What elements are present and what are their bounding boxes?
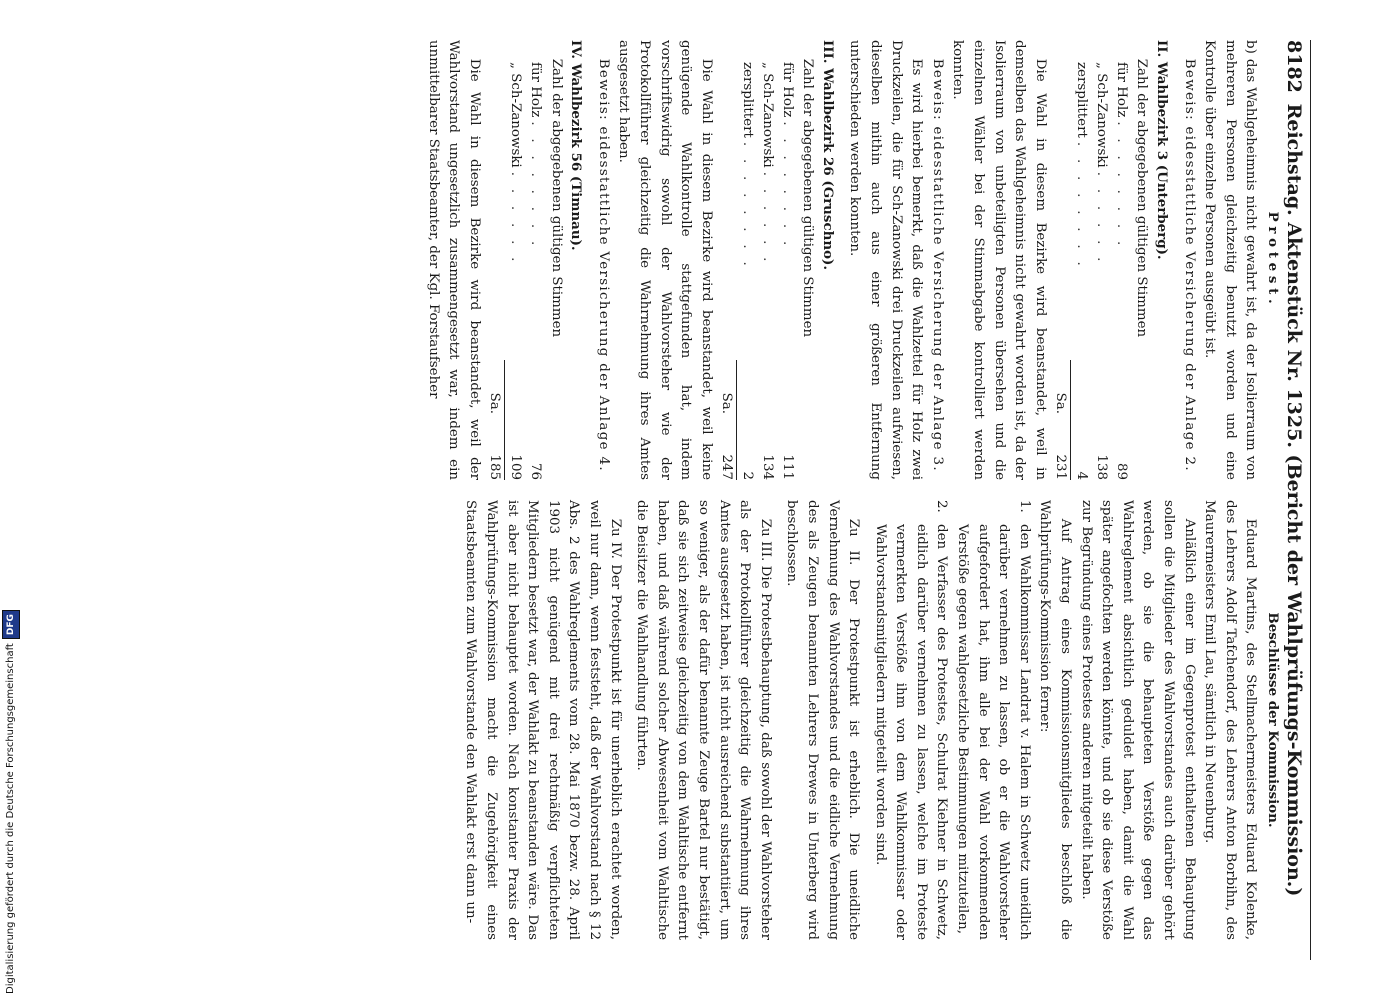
section-IV-heading: IV. Wahlbezirk 56 (Timnau). bbox=[568, 40, 585, 251]
resolutions-heading: Beschlüsse der Kommission. bbox=[1265, 612, 1281, 828]
antrag-paragraph: Auf Antrag eines Kommissionsmitgliedes beschloß die Wahlprüfungs-Kommission ferner: bbox=[1037, 500, 1074, 940]
list-item: 1. den Wahlkommissar Landrat v. Halem in Schwetz uneidlich darüber vernehmen zu lassen, ob er die Wahlvorsteher aufgefordert hat, ihm alle bei der Wahl vorkommenden Verstöße gegen wahlgesetzliche Bestimmungen mitzuteilen, bbox=[955, 500, 1032, 940]
section-IV-paragraph: Die Wahl in diesem Bezirke wird beanstandet, weil der Wahlvorstand ungesetzlich zusammengesetzt war, indem ein unmittelbarer Staatsbeamter, der Kgl. Forstaufseher bbox=[425, 40, 482, 480]
section-III-heading: III. Wahlbezirk 26 (Gruschno). bbox=[819, 40, 836, 271]
vote-row: „ Sch-Zanowski . . . . . . 109 bbox=[507, 62, 523, 480]
witnesses-paragraph: Eduard Martins, des Stellmachermeisters Eduard Kolenke, des Lehrers Adolf Tafchendorf, des Lehrers Anton Borbihn, des Maurermeisters Emil Lau, sämtlich in Neuenburg. bbox=[1202, 500, 1259, 940]
list-item: 2. den Verfasser des Protestes, Schulrat Kiehner in Schwetz, eidlich darüber vernehmen zu lassen, welche im Proteste vermerkten Verstöße ihm von dem Wahlkommissar oder Wahlvorstandsmitgliedern mitgeteilt worden sind. bbox=[872, 500, 950, 940]
running-title: Reichstag. Aktenstück Nr. 1325. (Bericht der Wahlprüfungs-Kommission.) bbox=[1283, 103, 1305, 897]
vote-row: für Holz . . . . . . . . 111 bbox=[779, 62, 795, 480]
vote-total: Sa. 247 bbox=[718, 392, 734, 480]
protest-item-b: b) das Wahlgeheimnis nicht gewahrt ist, da der Isolierraum von mehreren Personen gleichzeitig benutzt worden und eine Kontrolle über einzelne Personen ausgeübt ist. bbox=[1202, 40, 1259, 480]
vote-total: Sa. 185 bbox=[486, 392, 502, 480]
zu-II-paragraph: Zu II. Der Protestpunkt ist erheblich. Die uneidliche Vernehmung des Wahlvorstandes und die eidliche Vernehmung des als Zeugen benannten Lehrers Drewes in Unterberg wird beschlossen. bbox=[784, 500, 862, 940]
page-number: 8182 bbox=[1283, 40, 1305, 93]
section-III-paragraph: Die Wahl in diesem Bezirke wird beanstandet, weil keine genügende Wahlkontrolle stattgefunden hat, indem vorschriftswidrig sowohl der Wahlvorsteher wie der Protokollführer gleichzeitig die Wahrnehmung ihres Amtes ausgesetzt haben. bbox=[616, 40, 714, 480]
section-II-heading: II. Wahlbezirk 3 (Unterberg). bbox=[1154, 40, 1171, 260]
credit-text: Digitalisierung gefördert durch die Deutsche Forschungsgemeinschaft bbox=[5, 643, 16, 994]
section-II-intro: Zahl der abgegebenen gültigen Stimmen bbox=[1134, 58, 1150, 338]
right-column bbox=[460, 500, 1283, 940]
digitization-credit bbox=[2, 606, 18, 994]
zu-III-paragraph: Zu III. Die Protestbehauptung, daß sowohl der Wahlvorsteher als der Protokollführer gleichzeitig die Wahrnehmung ihres Amtes ausgesetzt haben, ist nicht ausreichend substantiiert, um so weniger, als der dafür benannte Zeuge Bartel nur bestätigt, daß sie sich zeitweise gleichzeitig von dem Wahltische entfernt haben, und daß während solcher Abwesenheit vom Wahltische die Beisitzer die Wahlhandlung führten. bbox=[634, 500, 773, 940]
beweis-3: Beweis: eidesstattliche Versicherung der Anlage 4. bbox=[595, 58, 611, 472]
section-III-intro: Zahl der abgegebenen gültigen Stimmen bbox=[800, 58, 816, 338]
beweis-2: Beweis: eidesstattliche Versicherung der Anlage 3. bbox=[929, 58, 945, 472]
section-II-paragraph-2: Es wird hierbei bemerkt, daß die Wahlzettel für Holz zwei Druckzeilen, die für Sch-Zanowski drei Druckzeilen aufwiesen, dieselben mithin auch aus einer größeren Entfernung unterschieden werden konnten. bbox=[847, 40, 925, 480]
section-IV-intro: Zahl der abgegebenen gültigen Stimmen bbox=[548, 58, 564, 338]
vote-row: für Holz . . . . . . . . 76 bbox=[527, 62, 543, 480]
vote-row: für Holz . . . . . . . . 89 bbox=[1113, 62, 1129, 480]
section-II-paragraph-1: Die Wahl in diesem Bezirke wird beanstandet, weil in demselben das Wahlgeheimnis nicht gewahrt worden ist, da der Isolierraum von unbeteiligten Personen übersehen und die einzelnen Wähler bei der Stimmabgabe kontrolliert werden konnten. bbox=[950, 40, 1048, 480]
vote-row: „ Sch-Zanowski . . . . . . 134 bbox=[759, 62, 775, 480]
vote-row: „ Sch-Zanowski . . . . . . 138 bbox=[1093, 62, 1109, 480]
dfg-logo: DFG bbox=[2, 610, 20, 639]
anlaesslich-paragraph: Anläßlich einer im Gegenprotest enthaltenen Behauptung sollen die Mitglieder des Wahlvorstandes auch darüber gehört werden, ob sie die behaupteten Verstöße gegen das Wahlreglement absichtlich geduldet haben, damit die Wahl später angefochten werden könnte, und ob sie diese Verstöße zur Begründung eines Protestes anderen mitgeteilt haben. bbox=[1078, 500, 1197, 940]
vote-row: zersplittert . . . . . . . . 2 bbox=[739, 62, 755, 480]
protest-heading: Protest. bbox=[1265, 211, 1281, 309]
header-rule bbox=[1310, 40, 1311, 960]
vote-row: zersplittert . . . . . . . . 4 bbox=[1073, 62, 1089, 480]
vote-total: Sa. 231 bbox=[1052, 392, 1068, 480]
left-column bbox=[422, 40, 1283, 480]
zu-IV-paragraph: Zu IV. Der Protestpunkt ist für unerheblich erachtet worden, weil nur dann, wenn feststeht, daß der Wahlvorstand nach § 12 Abs. 2 des Wahlreglements vom 28. Mai 1870 bezw. 28. April 1903 nicht genügend mit drei rechtmäßig verpflichteten Mitgliedern besetzt war, der Wahlakt zu beanstanden wäre. Das ist aber nicht behauptet worden. Nach konstanter Praxis der Wahlprüfungs-Kommission macht die Zugehörigkeit eines Staatsbeamten zum Wahlvorstande den Wahlakt erst dann un- bbox=[463, 500, 623, 940]
beweis-1: Beweis: eidesstattliche Versicherung der Anlage 2. bbox=[1181, 58, 1197, 472]
